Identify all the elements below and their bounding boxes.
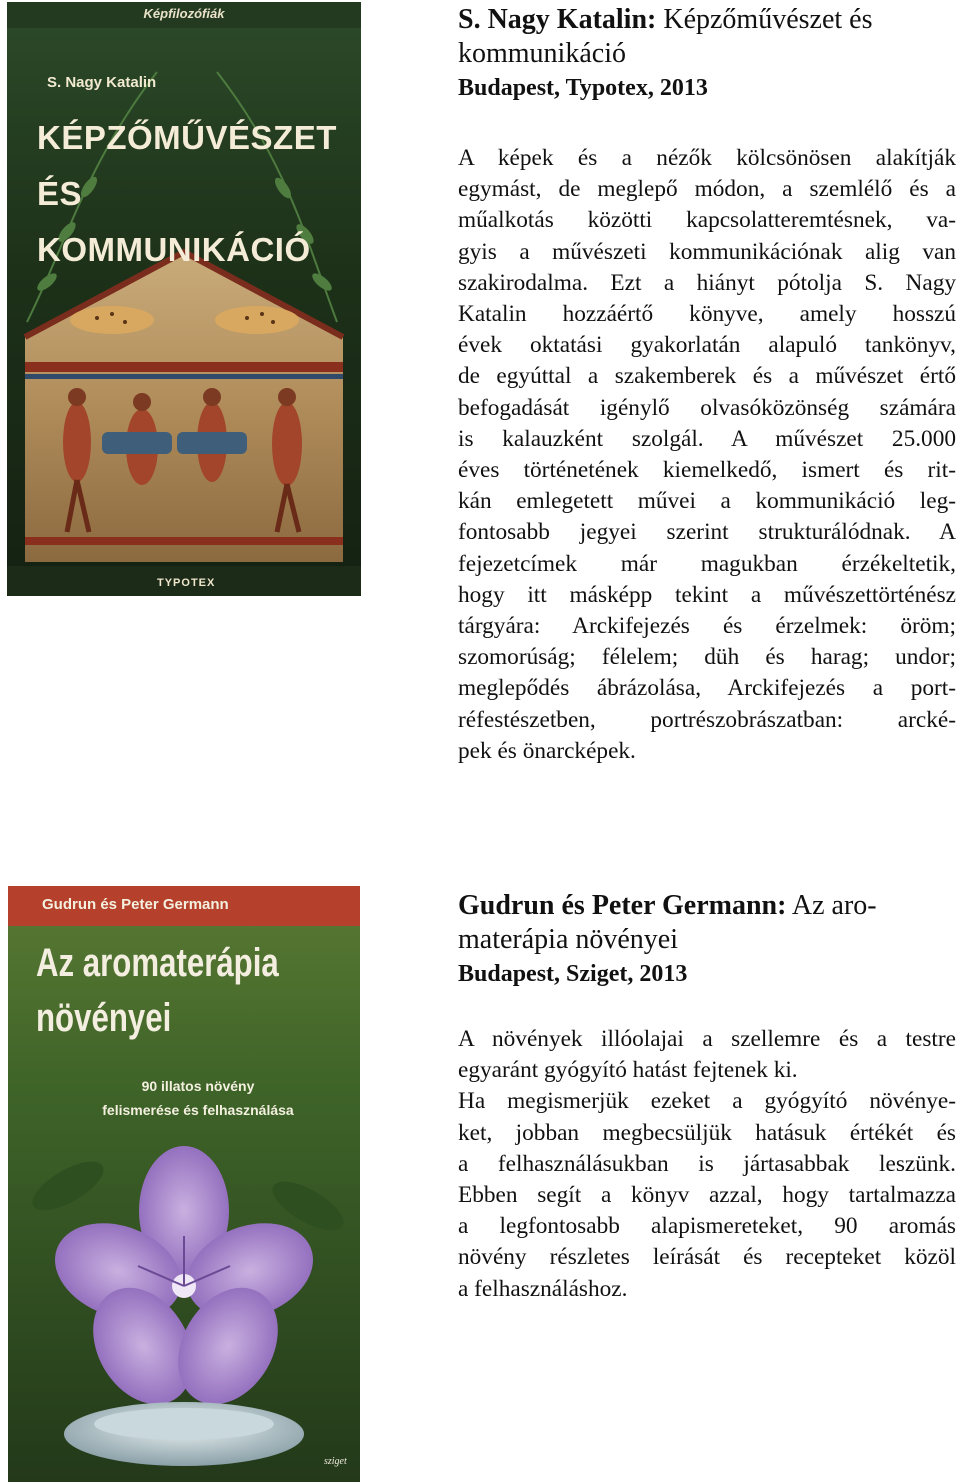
description-line: a felhasználáshoz.: [458, 1275, 628, 1302]
cover-title-line: növényei: [36, 996, 172, 1040]
cover-title: [36, 936, 286, 1046]
cover-title-line: KÉPZŐMŰVÉSZET ÉS: [37, 119, 337, 212]
description-line: réfestészetben, portrészobrászatban: arcké-: [458, 706, 956, 733]
cover-author: Gudrun és Peter Germann: [42, 896, 229, 913]
description-line: befogadását igénylő olvasóközönség számára: [458, 394, 956, 421]
book-description: [458, 143, 956, 767]
cover-subtitle-line: 90 illatos növény: [141, 1078, 255, 1094]
description-line: hogy itt másképp tekint a művészettörténész: [458, 581, 956, 608]
description-line: gyis a művészeti kommunikációnak alig van: [458, 238, 956, 265]
book-description: [458, 1024, 956, 1305]
book-heading: [458, 3, 956, 71]
description-line: növény részletes leírását és recepteket közöl: [458, 1244, 956, 1271]
description-line: szakirodalma. Ezt a hiányt pótolja S. Nagy: [458, 269, 956, 296]
description-line: Ebben segít a könyv azzal, hogy tartalmazza: [458, 1182, 956, 1209]
description-line: éves történetének kiemelkedő, ismert és rit-: [458, 457, 956, 484]
description-line: egyaránt gyógyító hatást fejtenek ki.: [458, 1057, 798, 1084]
book-author: S. Nagy Katalin:: [458, 4, 657, 35]
description-line: kán emlegetett művei a kommunikáció leg-: [458, 488, 956, 515]
description-line: szomorúság; félelem; düh és harag; undor;: [458, 644, 956, 671]
book-heading: [458, 889, 956, 957]
cover-subtitle-line: felismerése és felhasználása: [102, 1102, 294, 1118]
cover-illustration-etruscan: [7, 2, 361, 596]
description-line: fontosabb jegyei szerint strukturálódnak. A: [458, 519, 956, 546]
cover-title-line: KOMMUNIKÁCIÓ: [37, 231, 311, 268]
description-line: fejezetcímek már magukban érzékeltetik,: [458, 550, 956, 577]
description-line: tárgyára: Arckifejezés és érzelmek: öröm;: [458, 613, 956, 640]
book-author: Gudrun és Peter Germann:: [458, 890, 787, 921]
description-line: is kalauzként szolgál. A művészet 25.000: [458, 425, 956, 452]
book-title: materápia növényei: [458, 924, 679, 955]
description-line: műalkotás közötti kapcsolatteremtésnek, va-: [458, 207, 956, 234]
cover-series-name: Képfilozófiák: [143, 6, 225, 21]
book-entry-aromaterapia: [458, 889, 956, 1305]
description-line: pek és önarcképek.: [458, 737, 636, 764]
cover-publisher: TYPOTEX: [157, 577, 216, 589]
book-title: Képzőművészet és kommunikáció: [458, 4, 873, 69]
description-line: Katalin hozzáértő könyve, amely hosszú: [458, 301, 956, 328]
description-line: meglepődés ábrázolása, Arckifejezés a port-: [458, 675, 956, 702]
description-line: A növények illóolajai a szellemre és a testre: [458, 1026, 956, 1052]
description-line: de egyúttal a szakemberek és a művészet értő: [458, 363, 956, 390]
book-cover-aromaterapia: [8, 886, 360, 1482]
cover-publisher: sziget: [324, 1456, 347, 1467]
book-cover-kepzomuveszet: [7, 2, 361, 596]
book-title: Az aro-: [786, 890, 877, 921]
book-entry-kepzomuveszet: [458, 3, 956, 767]
description-line: egymást, de meglepő módon, a szemlélő és a: [458, 176, 956, 203]
description-line: a felhasználásukban is jártasabbak leszünk.: [458, 1150, 956, 1177]
description-line: évek oktatási gyakorlatán alapuló tankönyv,: [458, 332, 956, 359]
description-line: ket, jobban megbecsüljük hatásuk értékét és: [458, 1119, 956, 1146]
description-line: Ha megismerjük ezeket a gyógyító növénye-: [458, 1088, 956, 1115]
book-publication-info: Budapest, Sziget, 2013: [458, 961, 688, 987]
description-line: a legfontosabb alapismereteket, 90 aromás: [458, 1213, 956, 1240]
cover-author: S. Nagy Katalin: [47, 74, 157, 91]
book-publication-info: Budapest, Typotex, 2013: [458, 75, 708, 101]
cover-title: [37, 110, 347, 278]
description-line: A képek és a nézők kölcsönösen alakítják: [458, 145, 956, 171]
cover-title-line: Az aromaterápia: [36, 941, 279, 985]
cover-subtitle: [48, 1074, 348, 1122]
